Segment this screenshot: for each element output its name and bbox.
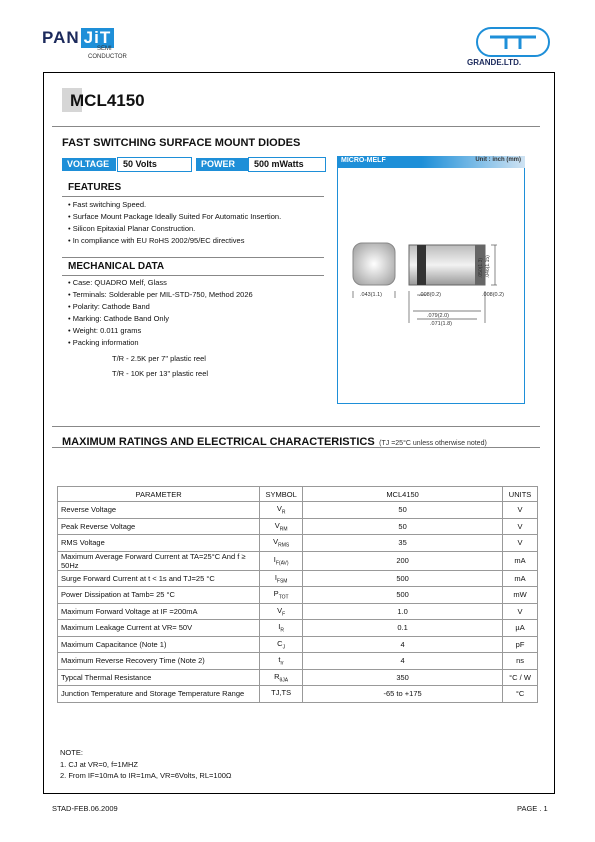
logo-semi-text: SEMI xyxy=(97,46,112,52)
list-item: • Case: QUADRO Melf, Glass xyxy=(68,278,167,287)
footer-date: STAD-FEB.06.2009 xyxy=(52,804,118,813)
unit-cell: mW xyxy=(503,587,538,604)
table-row xyxy=(58,518,538,535)
packing-list xyxy=(112,351,208,381)
symbol-subscript: J xyxy=(282,644,286,650)
value-cell: 4 xyxy=(303,653,503,670)
power-label: POWER xyxy=(196,158,248,171)
dim-label: .071(1.8) xyxy=(430,321,453,327)
symbol-cell xyxy=(260,502,303,519)
symbol-subscript: θJA xyxy=(279,677,289,683)
list-item: • Surface Mount Package Ideally Suited For Automatic Insertion. xyxy=(68,212,282,221)
symbol-subscript: TOT xyxy=(278,594,289,601)
symbol-cell xyxy=(260,636,303,653)
features-title: FEATURES xyxy=(68,182,122,193)
list-item: • Weight: 0.011 grams xyxy=(68,326,142,335)
symbol-text: C xyxy=(277,638,283,648)
value-cell: 500 xyxy=(303,570,503,587)
note-item: 2. From IF=10mA to IR=1mA, VR=6Volts, RL=100Ω xyxy=(60,771,232,780)
param-cell: Power Dissipation at Tamb= 25 °C xyxy=(58,587,260,604)
ratings-divider xyxy=(52,447,540,448)
voltage-label: VOLTAGE xyxy=(62,158,116,171)
table-row xyxy=(58,653,538,670)
unit-cell: µA xyxy=(503,620,538,637)
unit-cell: mA xyxy=(503,570,538,587)
voltage-value: 50 Volts xyxy=(117,157,192,172)
list-item: T/R - 10K per 13" plastic reel xyxy=(112,369,209,378)
symbol-cell xyxy=(260,551,303,570)
column-header: MCL4150 xyxy=(303,487,503,502)
package-name: MICRO-MELF xyxy=(341,157,386,164)
table-row xyxy=(58,502,538,519)
symbol-text: V xyxy=(277,605,283,615)
features-list xyxy=(68,199,281,247)
symbol-text: t xyxy=(278,655,281,664)
value-cell: 1.0 xyxy=(303,603,503,620)
symbol-cell xyxy=(260,669,303,686)
ratings-table xyxy=(57,486,538,703)
symbol-cell xyxy=(260,587,303,604)
symbol-subscript: RMS xyxy=(278,542,290,549)
column-header: UNITS xyxy=(503,487,538,502)
symbol-subscript: R xyxy=(281,509,286,516)
symbol-cell xyxy=(260,535,303,552)
param-cell: Reverse Voltage xyxy=(58,502,260,519)
product-heading: FAST SWITCHING SURFACE MOUNT DIODES xyxy=(62,137,301,149)
symbol-cell xyxy=(260,620,303,637)
package-header xyxy=(337,156,525,168)
symbol-subscript: F(AV) xyxy=(275,560,289,567)
logo-jit-text: JiT xyxy=(81,28,115,48)
param-cell: Peak Reverse Voltage xyxy=(58,518,260,535)
dim-label: .079(2.0) xyxy=(427,313,450,319)
value-cell: -65 to +175 xyxy=(303,686,503,703)
list-item: • Terminals: Solderable per MIL-STD-750, Method 2026 xyxy=(68,290,253,299)
power-value: 500 mWatts xyxy=(248,157,326,172)
unit-cell: pF xyxy=(503,636,538,653)
param-cell: Junction Temperature and Storage Temperature Range xyxy=(58,686,260,703)
features-divider xyxy=(62,196,324,197)
symbol-text: R xyxy=(274,671,280,681)
param-cell: Maximum Forward Voltage at IF =200mA xyxy=(58,603,260,620)
unit-cell: °C / W xyxy=(503,669,538,686)
list-item: • Silicon Epitaxial Planar Construction. xyxy=(68,224,196,233)
symbol-subscript: FSM xyxy=(276,578,288,584)
panjit-logo xyxy=(42,28,114,48)
dim-label: .008(0.2) xyxy=(419,292,442,298)
symbol-text: TJ,TS xyxy=(271,688,292,697)
divider xyxy=(52,126,540,127)
logo-conductor-text: CONDUCTOR xyxy=(88,54,127,60)
grande-text: GRANDE.LTD. xyxy=(467,58,522,67)
param-cell: Maximum Reverse Recovery Time (Note 2) xyxy=(58,653,260,670)
value-cell: 35 xyxy=(303,535,503,552)
unit-cell: V xyxy=(503,518,538,535)
table-row xyxy=(58,551,538,570)
value-cell: 50 xyxy=(303,502,503,519)
column-header: PARAMETER xyxy=(58,487,260,502)
symbol-cell xyxy=(260,570,303,587)
symbol-text: I xyxy=(273,554,276,564)
value-cell: 4 xyxy=(303,636,503,653)
mechanical-divider xyxy=(62,275,324,276)
unit-cell: ns xyxy=(503,653,538,670)
value-cell: 350 xyxy=(303,669,503,686)
param-cell: Maximum Average Forward Current at TA=25°C And f ≥ 50Hz xyxy=(58,551,260,570)
ratings-title: MAXIMUM RATINGS AND ELECTRICAL CHARACTERISTICS xyxy=(62,436,375,448)
list-item: • Marking: Cathode Band Only xyxy=(68,314,170,323)
logo-pan-text: PAN xyxy=(42,28,80,47)
list-item: • Polarity: Cathode Band xyxy=(68,302,150,311)
unit-cell: V xyxy=(503,603,538,620)
part-number-title: MCL4150 xyxy=(70,91,145,110)
symbol-text: V xyxy=(276,504,282,513)
list-item: T/R - 2.5K per 7" plastic reel xyxy=(112,354,206,363)
table-row xyxy=(58,636,538,653)
unit-cell: V xyxy=(503,535,538,552)
param-cell: Surge Forward Current at t < 1s and TJ=25 °C xyxy=(58,570,260,587)
symbol-cell xyxy=(260,603,303,620)
value-cell: 0.1 xyxy=(303,620,503,637)
list-item: • Packing information xyxy=(68,338,139,347)
symbol-text: V xyxy=(274,520,280,530)
param-cell: Typcal Thermal Resistance xyxy=(58,669,260,686)
param-cell: Maximum Capacitance (Note 1) xyxy=(58,636,260,653)
table-row xyxy=(58,669,538,686)
param-cell: Maximum Leakage Current at VR= 50V xyxy=(58,620,260,637)
mechanical-list xyxy=(68,277,253,349)
dim-label: .008(0.2) xyxy=(482,292,505,298)
column-header: SYMBOL xyxy=(260,487,303,502)
package-diagram xyxy=(345,235,515,335)
symbol-subscript: RM xyxy=(279,526,288,532)
list-item: • In compliance with EU RoHS 2002/95/EC directives xyxy=(68,236,245,245)
unit-cell: °C xyxy=(503,686,538,703)
symbol-cell xyxy=(260,653,303,670)
symbol-text: P xyxy=(273,589,279,598)
unit-cell: mA xyxy=(503,551,538,570)
symbol-subscript: F xyxy=(282,611,286,617)
symbol-cell xyxy=(260,518,303,535)
mechanical-divider-top xyxy=(62,257,324,258)
footer-page: PAGE . 1 xyxy=(517,804,548,813)
dim-label: .043(1.1) xyxy=(360,292,383,298)
symbol-cell xyxy=(260,686,303,703)
notes xyxy=(60,747,232,782)
dim-label: .046(1.15) xyxy=(485,255,491,278)
value-cell: 50 xyxy=(303,518,503,535)
ratings-divider-top xyxy=(52,426,540,427)
grande-logo xyxy=(476,27,550,57)
table-row xyxy=(58,570,538,587)
param-cell: RMS Voltage xyxy=(58,535,260,552)
ratings-condition: (TJ =25°C unless otherwise noted) xyxy=(379,440,487,447)
symbol-text: I xyxy=(278,622,281,631)
table-header-row xyxy=(58,487,538,502)
value-cell: 500 xyxy=(303,587,503,604)
symbol-subscript: R xyxy=(280,627,284,634)
table-row xyxy=(58,535,538,552)
symbol-subscript: rr xyxy=(280,660,284,667)
notes-title: NOTE: xyxy=(60,748,83,757)
table-row xyxy=(58,686,538,703)
table-row xyxy=(58,620,538,637)
unit-cell: V xyxy=(503,502,538,519)
list-item: • Fast switching Speed. xyxy=(68,200,147,209)
table-row xyxy=(58,587,538,604)
symbol-text: V xyxy=(273,537,279,546)
mechanical-title: MECHANICAL DATA xyxy=(68,261,165,272)
dim-label: .050(1.3) xyxy=(478,257,484,278)
symbol-text: I xyxy=(274,572,277,582)
value-cell: 200 xyxy=(303,551,503,570)
table-row xyxy=(58,603,538,620)
note-item: 1. CJ at VR=0, f=1MHZ xyxy=(60,759,138,769)
table-body xyxy=(58,502,538,703)
package-unit: Unit : inch (mm) xyxy=(475,157,521,163)
